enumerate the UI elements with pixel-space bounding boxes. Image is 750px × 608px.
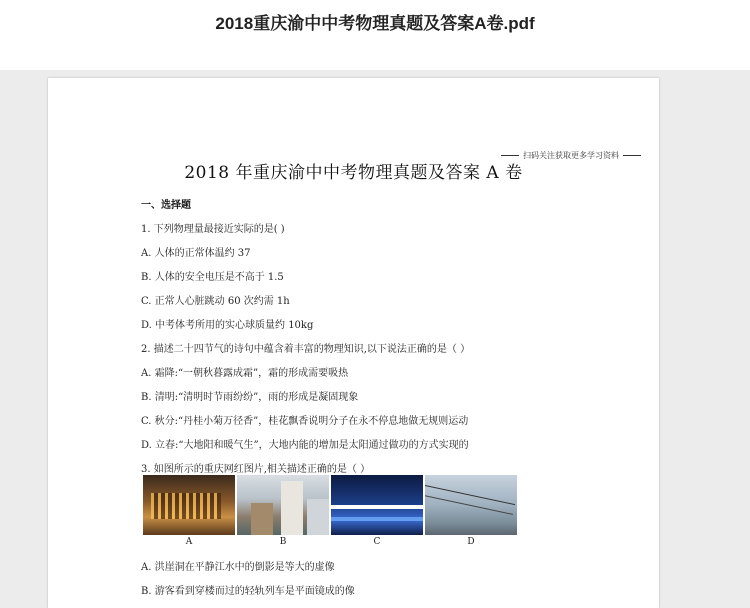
paper-title: 2018 年重庆渝中中考物理真题及答案 A 卷 — [184, 163, 523, 183]
photo-a-hongyadong — [143, 475, 235, 535]
question-3-photos — [143, 475, 517, 535]
watermark-dash-left — [501, 155, 519, 156]
option-2b: B. 清明:“清明时节雨纷纷”，雨的形成是凝固现象 — [141, 392, 359, 403]
photo-d-cable-car — [425, 475, 517, 535]
photo-b-light-rail — [237, 475, 329, 535]
option-1c: C. 正常人心脏跳动 60 次约需 1h — [141, 296, 290, 307]
photo-label-a: A — [185, 537, 193, 547]
title-bar — [0, 0, 750, 70]
photo-c-night-bridge — [331, 475, 423, 535]
question-1: 1. 下列物理量最接近实际的是( ) — [141, 224, 285, 235]
option-1d: D. 中考体考所用的实心球质量约 10kg — [141, 320, 314, 331]
option-2c: C. 秋分:“丹桂小菊万径香”，桂花飘香说明分子在永不停息地做无规则运动 — [141, 416, 469, 427]
question-3: 3. 如图所示的重庆网红图片,相关描述正确的是（ ） — [141, 464, 371, 475]
option-2d: D. 立春:“大地阳和暖气生”，大地内能的增加是太阳通过做功的方式实现的 — [141, 440, 469, 451]
photo-label-b: B — [279, 537, 287, 547]
document-title: 2018重庆渝中中考物理真题及答案A卷.pdf — [215, 14, 535, 33]
pdf-viewer[interactable] — [0, 70, 750, 597]
option-1b: B. 人体的安全电压是不高于 1.5 — [141, 272, 284, 283]
pdf-page — [48, 78, 659, 608]
photo-labels — [143, 537, 517, 547]
question-2: 2. 描述二十四节气的诗句中蕴含着丰富的物理知识,以下说法正确的是（ ） — [141, 344, 471, 355]
option-2a: A. 霜降:“一朝秋暮露成霜”，霜的形成需要吸热 — [141, 368, 349, 379]
watermark-text: 扫码关注获取更多学习资料 — [523, 151, 619, 160]
option-3a: A. 洪崖洞在平静江水中的倒影是等大的虚像 — [141, 562, 335, 573]
option-3b: B. 游客看到穿楼而过的轻轨列车是平面镜成的像 — [141, 586, 355, 597]
section-heading: 一、选择题 — [141, 200, 191, 211]
option-1a: A. 人体的正常体温约 37 — [141, 248, 251, 259]
watermark-dash-right — [623, 155, 641, 156]
photo-label-c: C — [373, 537, 381, 547]
photo-label-d: D — [467, 537, 475, 547]
